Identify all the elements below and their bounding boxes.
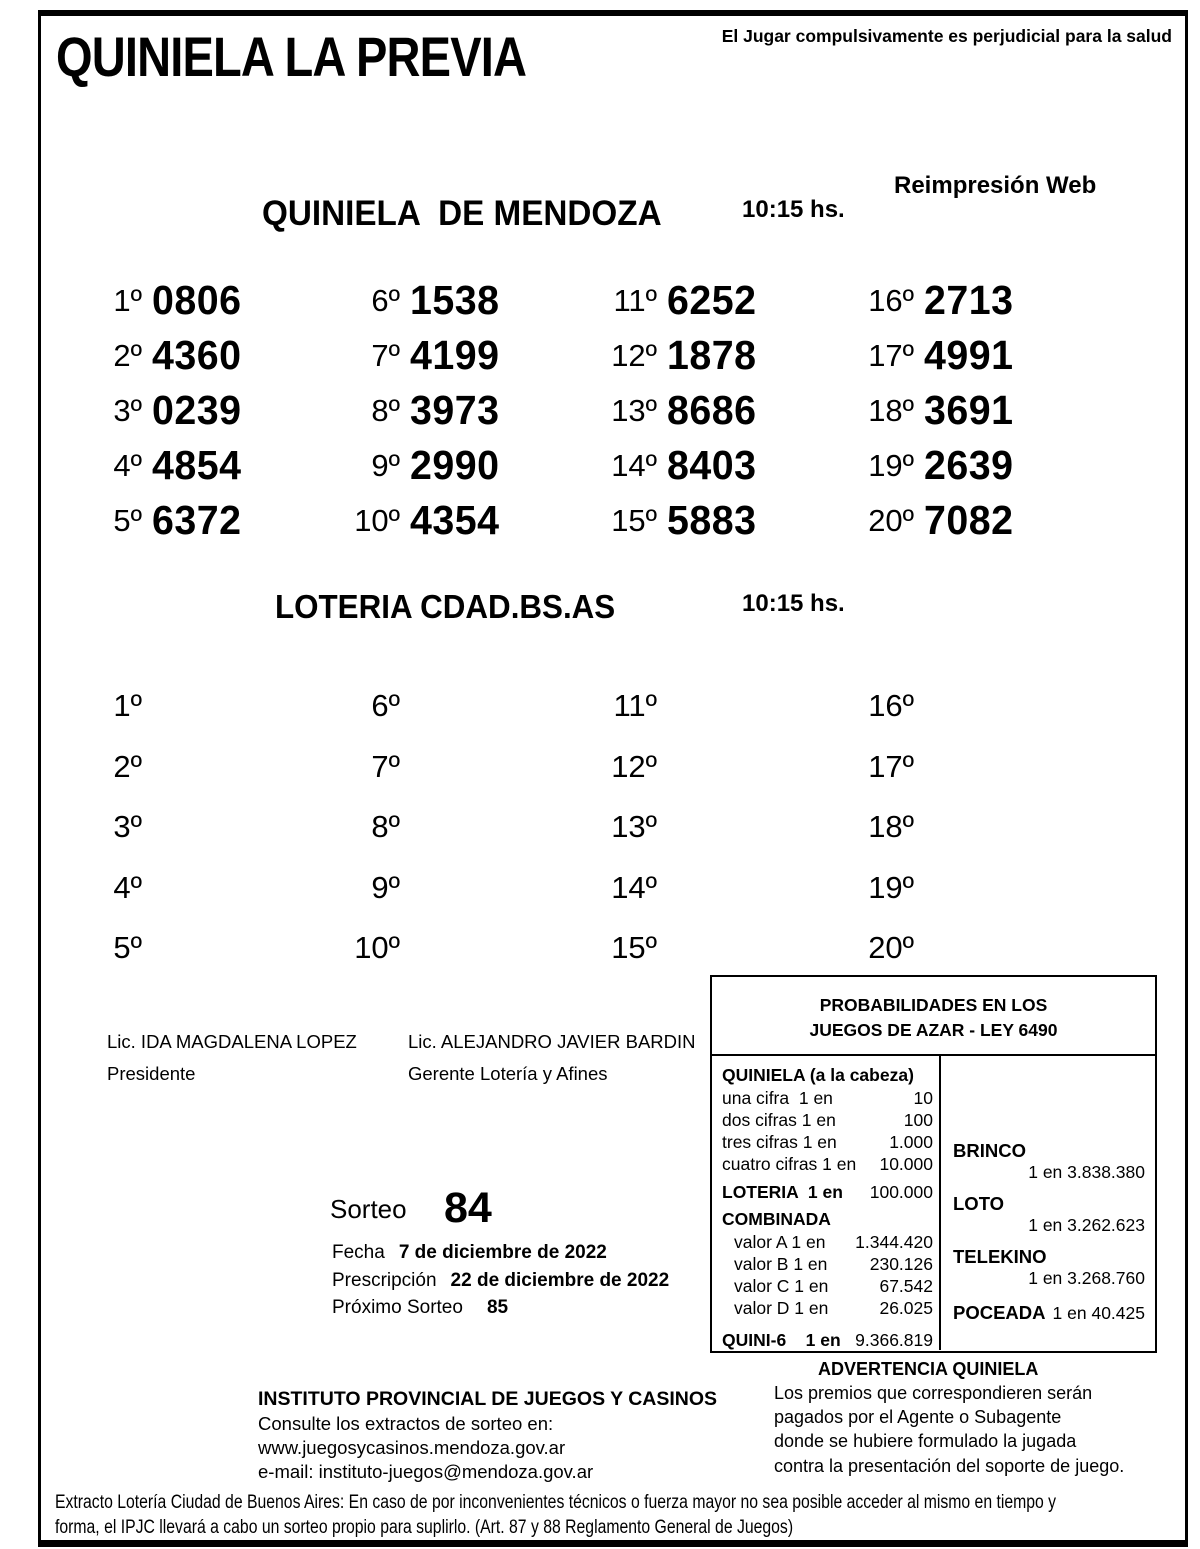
result-number: 4199 (410, 332, 500, 378)
mendoza-results-grid (90, 273, 1120, 548)
result-position: 13º (611, 809, 657, 845)
signature-president-role: Presidente (107, 1063, 196, 1084)
odds-row (722, 1275, 933, 1297)
bsas-section-title: LOTERIA CDAD.BS.AS (275, 588, 616, 625)
result-position: 18º (868, 392, 914, 428)
quiniela-odds-header: QUINIELA (a la cabeza) (722, 1065, 914, 1085)
bsas-cell (90, 797, 348, 858)
result-number: 2990 (410, 442, 500, 488)
odds-label: una cifra 1 en (722, 1088, 833, 1108)
odds-row (722, 1131, 933, 1153)
result-number: 4854 (152, 442, 242, 488)
result-cell (862, 328, 1120, 383)
result-position: 11º (613, 282, 657, 318)
result-position: 2º (113, 748, 142, 784)
result-position: 5º (113, 502, 142, 538)
sorteo-number: 84 (444, 1184, 492, 1232)
prescripcion-row (332, 1270, 669, 1292)
result-position: 14º (611, 869, 657, 905)
odds-label: valor D 1 en (734, 1298, 829, 1318)
bsas-cell (862, 737, 1120, 798)
bsas-cell (348, 918, 605, 979)
result-cell (605, 438, 862, 493)
health-warning-text: El Jugar compulsivamente es perjudicial para la salud (721, 26, 1172, 46)
bsas-cell (862, 918, 1120, 979)
odds-value: 230.126 (869, 1254, 933, 1274)
odds-label: tres cifras 1 en (722, 1132, 837, 1152)
advertencia-title: ADVERTENCIA QUINIELA (818, 1359, 1039, 1379)
result-position: 10º (354, 930, 400, 966)
institute-consult-line: Consulte los extractos de sorteo en: (258, 1413, 554, 1434)
bsas-cell (90, 918, 348, 979)
result-cell (605, 383, 862, 438)
result-position: 14º (611, 447, 657, 483)
combinada-odds-header: COMBINADA (722, 1209, 831, 1229)
result-position: 6º (371, 688, 400, 724)
game-odds (953, 1246, 1145, 1288)
loteria-odds-row (722, 1181, 933, 1204)
result-position: 7º (371, 337, 400, 373)
result-position: 4º (113, 869, 142, 905)
result-cell (348, 493, 605, 548)
result-cell (605, 273, 862, 328)
bsas-results-grid (90, 676, 1120, 979)
footer-extracto-line2: forma, el IPJC llevará a cabo un sorteo propio para suplirlo. (Art. 87 y 88 Reglamento General de Juegos) (55, 1517, 794, 1538)
result-number: 4354 (410, 497, 500, 543)
mendoza-section-title: QUINIELA DE MENDOZA (262, 194, 662, 233)
game-odds-value: 1 en 3.838.380 (1028, 1162, 1145, 1182)
result-number: 2639 (924, 442, 1014, 488)
sorteo-label: Sorteo (330, 1194, 407, 1224)
result-position: 16º (868, 282, 914, 318)
result-cell (90, 273, 348, 328)
odds-label: QUINI-6 1 en (722, 1330, 841, 1350)
result-cell (862, 273, 1120, 328)
odds-label: cuatro cifras 1 en (722, 1154, 857, 1174)
odds-value: 67.542 (879, 1276, 933, 1296)
odds-value: 10.000 (879, 1154, 933, 1174)
result-position: 11º (613, 688, 657, 724)
odds-label: dos cifras 1 en (722, 1110, 836, 1130)
game-name: BRINCO (953, 1140, 1026, 1161)
bsas-cell (605, 737, 862, 798)
result-number: 3973 (410, 387, 500, 433)
odds-value: 100.000 (869, 1182, 933, 1202)
result-number: 6372 (152, 497, 242, 543)
odds-row (722, 1087, 933, 1109)
odds-row (722, 1231, 933, 1253)
result-cell (348, 328, 605, 383)
result-position: 16º (868, 688, 914, 724)
result-position: 10º (354, 502, 400, 538)
game-name: LOTO (953, 1193, 1005, 1214)
bsas-cell (862, 676, 1120, 737)
signature-manager-name: Lic. ALEJANDRO JAVIER BARDIN (408, 1031, 696, 1052)
bsas-cell (862, 858, 1120, 919)
result-number: 7082 (924, 497, 1014, 543)
game-name: TELEKINO (953, 1246, 1047, 1267)
odds-label: valor C 1 en (734, 1276, 829, 1296)
result-position: 1º (113, 688, 142, 724)
advertencia-line: donde se hubiere formulado la jugada (774, 1431, 1077, 1451)
proximo-sorteo-label: Próximo Sorteo (332, 1297, 463, 1318)
proximo-sorteo-value: 85 (486, 1297, 509, 1318)
odds-value: 1.344.420 (855, 1232, 933, 1252)
bsas-cell (90, 737, 348, 798)
odds-value: 10 (913, 1088, 933, 1108)
bsas-cell (348, 858, 605, 919)
result-position: 1º (113, 282, 142, 318)
signature-manager-role: Gerente Lotería y Afines (408, 1063, 608, 1084)
odds-label: valor B 1 en (734, 1254, 828, 1274)
prescripcion-value: 22 de diciembre de 2022 (450, 1270, 670, 1291)
proximo-sorteo-row (332, 1297, 508, 1319)
bsas-cell (90, 676, 348, 737)
result-number: 4991 (924, 332, 1014, 378)
game-odds-value: 1 en 40.425 (1052, 1303, 1145, 1323)
bsas-cell (605, 797, 862, 858)
mendoza-draw-time: 10:15 hs. (742, 196, 845, 223)
bsas-cell (605, 918, 862, 979)
result-position: 15º (611, 502, 657, 538)
footer-extracto-line1: Extracto Lotería Ciudad de Buenos Aires: En caso de por inconvenientes técnicos o fuerza mayor no sea posible acceder al mismo en tiempo y (55, 1492, 1057, 1513)
result-cell (862, 493, 1120, 548)
odds-row (722, 1253, 933, 1275)
result-position: 6º (371, 282, 400, 318)
odds-row (722, 1109, 933, 1131)
result-number: 5883 (667, 497, 757, 543)
bsas-cell (90, 858, 348, 919)
odds-value: 9.366.819 (855, 1330, 933, 1350)
game-odds (953, 1302, 1145, 1324)
fecha-label: Fecha (332, 1242, 385, 1263)
probabilities-box (710, 975, 1157, 1353)
odds-label: valor A 1 en (734, 1232, 826, 1252)
result-position: 5º (113, 930, 142, 966)
result-position: 13º (611, 392, 657, 428)
result-number: 1878 (667, 332, 757, 378)
probabilities-box-title (712, 977, 1155, 1056)
result-cell (348, 273, 605, 328)
result-cell (90, 493, 348, 548)
probabilities-right-column (941, 1056, 1155, 1350)
result-position: 4º (113, 447, 142, 483)
result-position: 12º (611, 337, 657, 373)
result-number: 6252 (667, 277, 757, 323)
result-position: 9º (371, 447, 400, 483)
odds-value: 1.000 (889, 1132, 933, 1152)
odds-label: LOTERIA 1 en (722, 1182, 843, 1202)
institute-email: e-mail: instituto-juegos@mendoza.gov.ar (258, 1461, 594, 1482)
result-number: 0239 (152, 387, 242, 433)
advertencia-line: pagados por el Agente o Subagente (774, 1407, 1062, 1427)
advertencia-line: contra la presentación del soporte de juego. (774, 1456, 1125, 1476)
result-position: 19º (868, 447, 914, 483)
bsas-draw-time: 10:15 hs. (742, 590, 845, 617)
result-position: 17º (868, 748, 914, 784)
result-cell (348, 383, 605, 438)
result-cell (862, 383, 1120, 438)
result-number: 1538 (410, 277, 500, 323)
game-name: POCEADA (953, 1302, 1046, 1323)
probabilities-left-column (712, 1056, 941, 1350)
result-cell (862, 438, 1120, 493)
prescripcion-label: Prescripción (332, 1270, 437, 1291)
game-odds-value: 1 en 3.268.760 (1028, 1268, 1145, 1288)
institute-website: www.juegosycasinos.mendoza.gov.ar (258, 1437, 566, 1458)
result-number: 8403 (667, 442, 757, 488)
result-position: 12º (611, 748, 657, 784)
result-position: 3º (113, 809, 142, 845)
probabilities-title-line2: JUEGOS DE AZAR - LEY 6490 (809, 1020, 1058, 1040)
reprint-web-label: Reimpresión Web (894, 172, 1097, 199)
odds-value: 26.025 (879, 1298, 933, 1318)
result-position: 3º (113, 392, 142, 428)
result-position: 9º (371, 869, 400, 905)
institute-name: INSTITUTO PROVINCIAL DE JUEGOS Y CASINOS (258, 1388, 718, 1410)
result-cell (90, 328, 348, 383)
game-odds (953, 1140, 1145, 1182)
result-cell (90, 383, 348, 438)
fecha-value: 7 de diciembre de 2022 (398, 1242, 607, 1263)
result-position: 20º (868, 930, 914, 966)
odds-row (722, 1153, 933, 1175)
result-number: 8686 (667, 387, 757, 433)
bsas-cell (348, 676, 605, 737)
game-odds-value: 1 en 3.262.623 (1028, 1215, 1145, 1235)
result-position: 20º (868, 502, 914, 538)
bsas-cell (605, 858, 862, 919)
bsas-cell (348, 737, 605, 798)
result-number: 2713 (924, 277, 1014, 323)
result-position: 8º (371, 392, 400, 428)
bsas-cell (862, 797, 1120, 858)
result-number: 0806 (152, 277, 242, 323)
fecha-row (332, 1242, 607, 1264)
result-number: 3691 (924, 387, 1014, 433)
result-position: 2º (113, 337, 142, 373)
result-position: 18º (868, 809, 914, 845)
game-odds (953, 1193, 1145, 1235)
odds-row (722, 1297, 933, 1319)
result-position: 15º (611, 930, 657, 966)
probabilities-title-line1: PROBABILIDADES EN LOS (819, 995, 1048, 1015)
result-position: 19º (868, 869, 914, 905)
page-title: QUINIELA LA PREVIA (56, 25, 527, 88)
result-cell (605, 328, 862, 383)
bsas-cell (348, 797, 605, 858)
quini6-odds-row (722, 1329, 933, 1352)
odds-value: 100 (903, 1110, 933, 1130)
result-position: 8º (371, 809, 400, 845)
result-cell (348, 438, 605, 493)
result-number: 4360 (152, 332, 242, 378)
result-cell (605, 493, 862, 548)
signature-president-name: Lic. IDA MAGDALENA LOPEZ (107, 1031, 357, 1052)
advertencia-line: Los premios que correspondieren serán (774, 1383, 1093, 1403)
result-position: 17º (868, 337, 914, 373)
bsas-cell (605, 676, 862, 737)
result-position: 7º (371, 748, 400, 784)
result-cell (90, 438, 348, 493)
